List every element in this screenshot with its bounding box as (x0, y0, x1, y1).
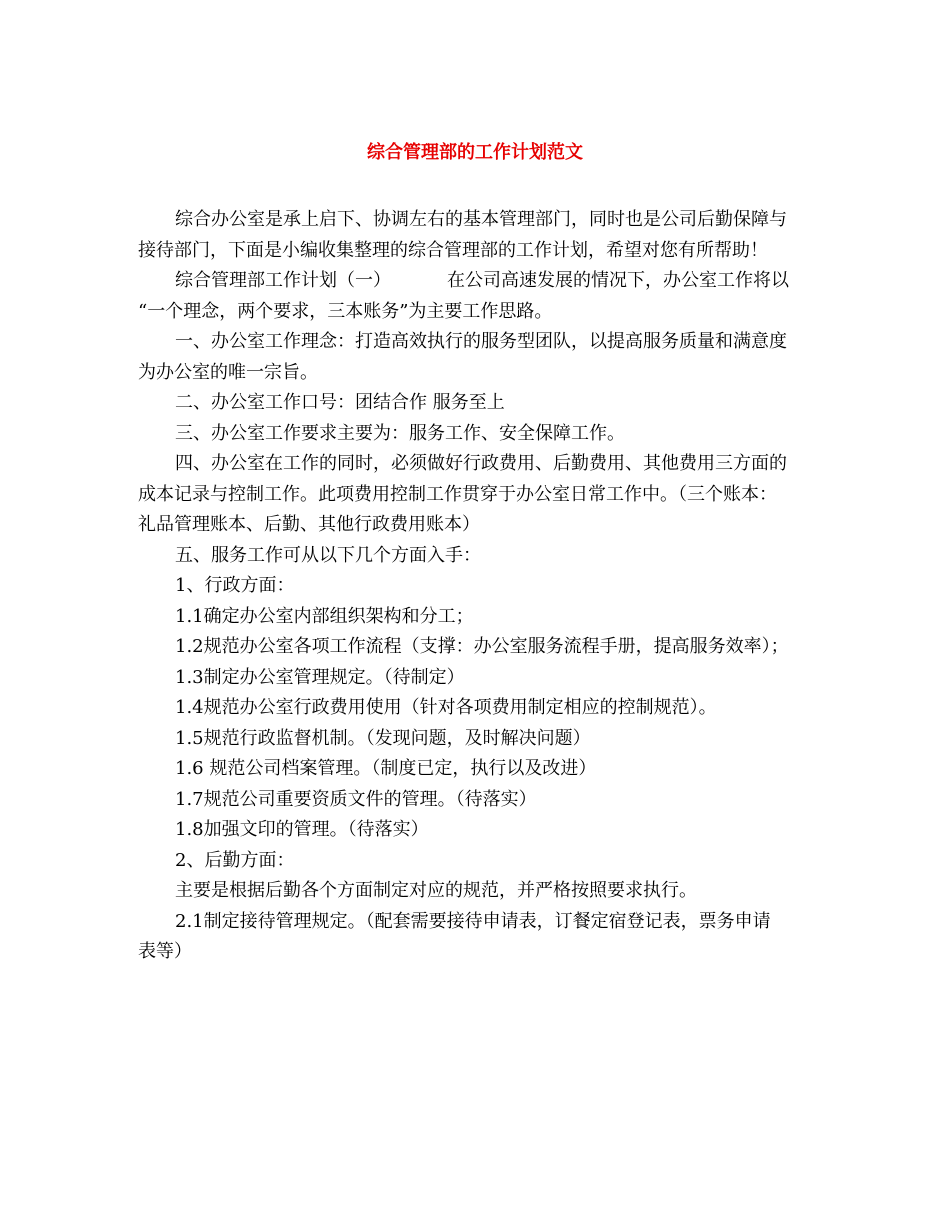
body-line: 1.8加强文印的管理。（待落实） (175, 819, 429, 840)
document-body (138, 205, 818, 968)
plan-heading: 综合管理部工作计划（一） (175, 270, 391, 291)
body-line: 三、办公室工作要求主要为：服务工作、安全保障工作。 (175, 422, 625, 444)
document-title: 综合管理部的工作计划范文 (367, 142, 583, 163)
body-line: 1.3制定办公室管理规定。（待制定） (175, 666, 465, 688)
body-line: 主要是根据后勤各个方面制定对应的规范，并严格按照要求执行。 (175, 880, 697, 901)
body-line: 1.6 规范公司档案管理。（制度已定，执行以及改进） (175, 758, 597, 779)
body-line: 二、办公室工作口号：团结合作 服务至上 (175, 392, 505, 413)
body-line: “一个理念，两个要求，三本账务”为主要工作思路。 (138, 300, 553, 322)
body-line: 礼品管理账本、后勤、其他行政费用账本） (138, 514, 480, 535)
body-line: 2、后勤方面： (175, 849, 295, 871)
body-line: 1.5规范行政监督机制。（发现问题，及时解决问题） (175, 727, 591, 749)
body-line: 1、行政方面： (175, 575, 295, 596)
body-line: 四、办公室在工作的同时，必须做好行政费用、后勤费用、其他费用三方面的 (175, 453, 787, 474)
body-line: 2.1制定接待管理规定。（配套需要接待申请表，订餐定宿登记表，票务申请 (175, 910, 771, 932)
body-line: 1.7规范公司重要资质文件的管理。（待落实） (175, 788, 537, 810)
body-line: 一、办公室工作理念：打造高效执行的服务型团队，以提高服务质量和满意度 (175, 331, 787, 352)
body-line: 综合办公室是承上启下、协调左右的基本管理部门，同时也是公司后勤保障与 (175, 209, 787, 230)
body-line: 1.1确定办公室内部组织架构和分工； (175, 605, 474, 627)
body-line: 1.4规范办公室行政费用使用（针对各项费用制定相应的控制规范）。 (175, 697, 717, 718)
body-line: 五、服务工作可从以下几个方面入手： (175, 544, 481, 566)
body-line: 接待部门，下面是小编收集整理的综合管理部的工作计划，希望对您有所帮助！ (138, 239, 768, 261)
body-line: 1.2规范办公室各项工作流程（支撑：办公室服务流程手册，提高服务效率）； (175, 636, 789, 657)
body-line: 为办公室的唯一宗旨。 (138, 361, 318, 383)
body-line (138, 266, 818, 297)
body-line: 表等） (138, 941, 192, 962)
plan-intro: 在公司高速发展的情况下，办公室工作将以 (447, 270, 789, 291)
body-line: 成本记录与控制工作。此项费用控制工作贯穿于办公室日常工作中。（三个账本： (138, 483, 777, 505)
